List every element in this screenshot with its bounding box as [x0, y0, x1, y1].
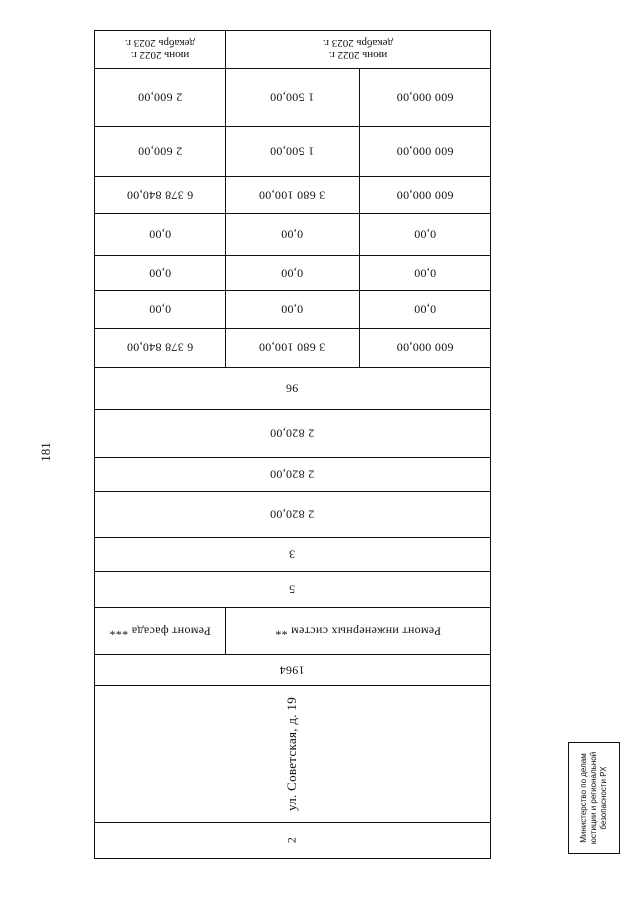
value-3: 3: [288, 547, 296, 562]
r7-c1: 6 378 840,00: [126, 340, 194, 355]
r2-c1: 2 600,00: [137, 144, 183, 159]
ministry-stamp: [568, 742, 620, 854]
page-number: 181: [38, 442, 53, 462]
r4-c2: 0,00: [280, 227, 304, 242]
header-col2-line1: июнь 2022 г.: [328, 49, 388, 61]
value-2820-c: 2 820,00: [269, 507, 315, 522]
header-col2-line2: декабрь 2023 г.: [322, 37, 394, 49]
r3-c1: 6 378 840,00: [126, 188, 194, 203]
r2-c2: 1 500,00: [269, 144, 315, 159]
r1-c3: 600 000,00: [396, 90, 454, 105]
r7-c3: 600 000,00: [396, 340, 454, 355]
row-number: 2: [284, 836, 299, 844]
r1-c1: 2 600,00: [137, 90, 183, 105]
r4-c1: 0,00: [148, 227, 172, 242]
repair-engineering: Ремонт инженерных систем **: [275, 624, 441, 639]
header-col2: [323, 37, 393, 61]
stamp-line2: юстиции и региональной: [589, 751, 598, 845]
stamp-text: [579, 752, 609, 844]
header-col1-line1: июнь 2022 г.: [130, 49, 190, 61]
value-5: 5: [288, 582, 296, 597]
value-2820-a: 2 820,00: [269, 426, 315, 441]
r7-c2: 3 680 100,00: [258, 340, 326, 355]
r6-c2: 0,00: [280, 302, 304, 317]
r5-c3: 0,00: [413, 266, 437, 281]
header-col1-line2: декабрь 2023 г.: [124, 37, 196, 49]
r3-c3: 600 000,00: [396, 188, 454, 203]
r5-c1: 0,00: [148, 266, 172, 281]
repair-facade: Ремонт фасада ***: [109, 624, 211, 639]
r3-c2: 3 680 100,00: [258, 188, 326, 203]
value-96: 96: [285, 381, 299, 396]
r6-c3: 0,00: [413, 302, 437, 317]
r1-c2: 1 500,00: [269, 90, 315, 105]
r2-c3: 600 000,00: [396, 144, 454, 159]
year: 1964: [279, 663, 305, 678]
r4-c3: 0,00: [413, 227, 437, 242]
header-col1: [125, 37, 195, 61]
r5-c2: 0,00: [280, 266, 304, 281]
address: ул. Советская, д. 19: [284, 696, 299, 812]
r6-c1: 0,00: [148, 302, 172, 317]
stamp-line3: безопасности РХ: [599, 766, 608, 830]
stamp-line1: Министерство по делам: [579, 753, 588, 843]
value-2820-b: 2 820,00: [269, 467, 315, 482]
